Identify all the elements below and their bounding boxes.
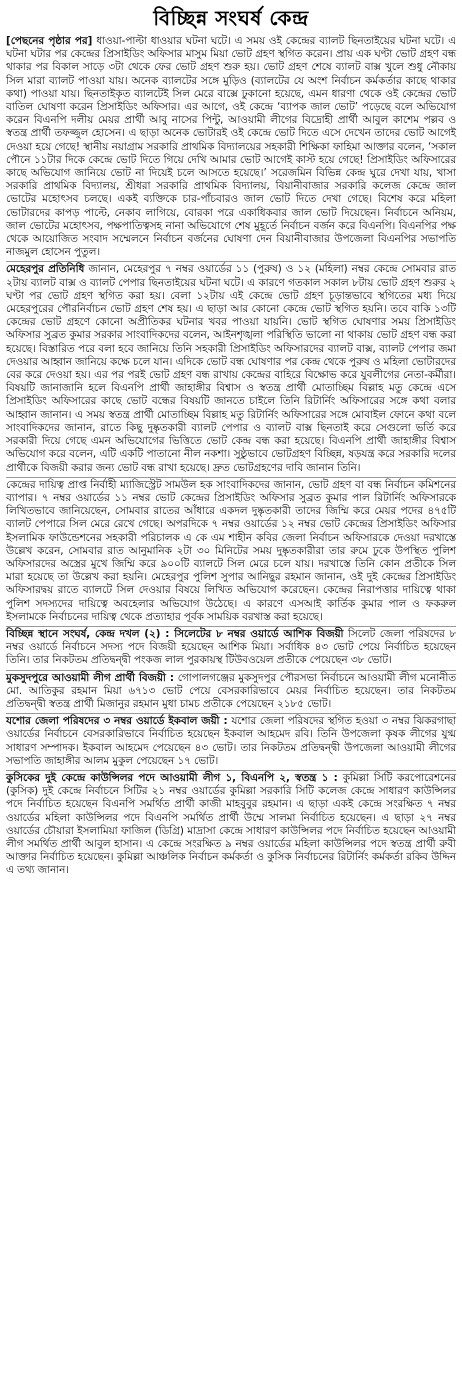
section-body: গোপালগঞ্জের মুকসুদপুর পৌরসভা নির্বাচনে আওয়ামী লীগ মনোনীত মো. আতিকুর রহমান মিয়া ৬৭১৩ ভোট পেয়ে বেসরকারিভাবে মেয়র নির্বাচিত হয়েছেন। তার নিকটতম প্রতিদ্বন্দ্বী স্বতন্ত্র প্রার্থী মিজানুর রহমান মুধা চামচ প্রতীকে পেয়েছেন ২১৮৫ ভোট।	[6, 671, 456, 710]
section-body: জানান, মেহেরপুর ৭ নম্বর ওয়ার্ডের ১১ (পুরুষ) ও ১২ (মহিলা) নম্বর কেন্দ্রে সোমবার রাত ২টায় ব্যালট বাক্স ও ব্যালট পেপার ছিনতাইয়ের ঘটনা ঘটে। এ কারণে গতকাল সকাল ৮টায় ভোট গ্রহণ শুরুর ২ ঘণ্টা পর ভোট গ্রহণ স্থগিত করা হয়। বেলা ১২টায় এই কেন্দ্রে ভোট গ্রহণ চূড়ান্তভাবে স্থগিতের মধ্য দিয়ে মেহেরপুরের পৌরনির্বাচন ভোট গ্রহণ শেষ হয়। এ ছাড়া আর কোনো কেন্দ্রে ভোট স্থগিত হয়নি। তবে বাকি ১৩টি কেন্দ্রের ভোট গ্রহণে কোনো অপ্রীতিকর ঘটনার খবর পাওয়া যায়নি। ভোট স্থগিত ঘোষণার সময় প্রিসাইডিং অফিসার সুব্রত কুমার সরকার সাংবাদিকদের বলেন, আইনশৃঙ্খলা পরিস্থিতি ভালো না থাকায় ভোট গ্রহণ বন্ধ করা হয়েছে। বিস্তারিত পরে বলা হবে জানিয়ে তিনি সহকারী প্রিসাইডিং অফিসারদের ব্যালট বাক্স, ব্যালট পেপার জমা দেওয়ার আহ্বান জানিয়ে কক্ষে চলে যান। এদিকে ভোট বন্ধ ঘোষণার পর কেন্দ্র থেকে পুরুষ ও মহিলা ভোটারদের বের করে দেওয়া হয়। এর পর পরই ভোট গ্রহণ বন্ধ রাখায় কেন্দ্রের বাহিরে বিক্ষোভ করে যুবলীগের নেতা-কর্মীরা। বিষয়টি জানাজানি হলে বিএনপি প্রার্থী জাহাঙ্গীর বিশ্বাস ও স্বতন্ত্র প্রার্থী মোতাচ্ছিম বিল্লাহ মতু কেন্দ্রে এসে প্রিসাইডিং অফিসারের কাছে ভোট বন্ধের বিষয়টি জানতে চাইলে তিনি রিটার্নিং অফিসারের সঙ্গে কথা বলার আহ্বান জানান। এ সময় স্বতন্ত্র প্রার্থী মোতাচ্ছিম বিল্লাহ মতু রিটার্নিং অফিসারের সঙ্গে মোবাইল ফোনে কথা বলে সাংবাদিকদের জানান, রাতে কিছু দুষ্কৃতকারী ব্যালট পেপার ও ব্যালট বাক্স ছিনতাই করে সেগুলো ভর্তি করে সরকারী দিয়ে গেছে এমন অভিযোগের ভিত্তিতে ভোট কেন্দ্র বন্ধ করা হয়েছে। বিএনপি প্রার্থী জাহাঙ্গীর বিশ্বাস অভিযোগ করে বলেন, এটি একটি পাতানো নীল নকশা। সুষ্ঠুভাবে ভোটগ্রহণ বিচ্ছিন্ন, ষড়যন্ত্র করে সরকারি দলের প্রার্থীকে বিজয়ী করার জন্য ভোট বন্ধ রাখা হয়েছে। দ্রুত ভোটগ্রহণের দাবি জানান তিনি।	[6, 263, 456, 474]
article-headline: বিচ্ছিন্ন সংঘর্ষ কেন্দ্র	[153, 6, 309, 30]
section-lead: মেহেরপুর প্রতিনিধি	[6, 263, 85, 276]
section-body: কুমিল্লা সিটি করপোরেশনের (কুসিক) দুই কেন্দ্রে নির্বাচনে সিটির ২১ নম্বর ওয়ার্ডের কুমিল্লা সরকারি সিটি কলেজ কেন্দ্রে সাধারণ কাউন্সিলর পদে নির্বাচিত হয়েছেন বিএনপি সমর্থিত প্রার্থী কাজী মাহবুবুর রহমান। এ ছাড়া একই কেন্দ্রে সংরক্ষিত ৭ নম্বর ওয়ার্ডের মহিলা কাউন্সিলর পদে বিএনপি সমর্থিত প্রার্থী উম্মে সালমা নির্বাচিত হয়েছেন। এ ছাড়া ২৭ নম্বর ওয়ার্ডের চৌয়ারা ইসলামিয়া ফাজিল (ডিগ্রি) মাদ্রাসা কেন্দ্রে সাধারণ কাউন্সিলর পদে নির্বাচিত হয়েছেন আওয়ামী লীগ সমর্থিত প্রার্থী আবুল হাসান। এ কেন্দ্রে সংরক্ষিত ৯ নম্বর ওয়ার্ডের মহিলা কাউন্সিলর পদে স্বতন্ত্র প্রার্থী রুবী আক্তার নির্বাচিত হয়েছেন। কুমিল্লা আঞ্চলিক নির্বাচন কর্মকর্তা ও কুসিক নির্বাচনের রিটার্নিং কর্মকর্তা রকিব উদ্দিন এ তথ্য জানান।	[6, 771, 457, 877]
article-section-sylhet	[6, 626, 456, 670]
section-lead: কুসিকের দুই কেন্দ্রে কাউন্সিলর পদে আওয়ামী লীগ ১, বিএনপি ২, স্বতন্ত্র ১ :	[6, 771, 338, 784]
article-section-jessore	[6, 713, 456, 770]
continuation-marker: [পেছনের পৃষ্ঠার পর]	[6, 35, 93, 47]
article-section-kusik	[6, 770, 456, 880]
section-lead: মুকসুদপুরে আওয়ামী লীগ প্রার্থী বিজয়ী :	[6, 671, 174, 684]
article-section-muksudpur	[6, 670, 456, 714]
article-section-meherpur	[6, 261, 456, 476]
section-lead: বিচ্ছিন্ন স্থানে সংঘর্ষ, কেন্দ্র দখল (২) : সিলেটের ৮ নম্বর ওয়ার্ডে আশিক বিজয়ী	[6, 627, 344, 640]
article-section-intro	[6, 34, 456, 261]
section-body: কেন্দ্রের দায়িত্ব প্রাপ্ত নির্বাহী ম্যাজিস্ট্রেট সামউল হক সাংবাদিকদের জানান, ভোট গ্রহণ বা বন্ধ নির্বাচন কমিশনের ব্যাপার। ৭ নম্বর ওয়ার্ডের ১১ নম্বর ভোট কেন্দ্রের প্রিসাইডিং অফিসার সুব্রত কুমার পাল রিটার্নিং অফিসারকে লিখিতভাবে জানিয়েছেন, সোমবার রাতের আঁধারে একদল দুষ্কৃতকারী তাদের জিম্মি করে মেয়র পদের ৪৭৫টি ব্যালট পেপারে সিল মেরে রেখে গেছে। অপরদিকে ৭ নম্বর ওয়ার্ডের ১২ নম্বর ভোট কেন্দ্রের প্রিসাইডিং অফিসার ইসলামিক ফাউন্ডেশনের সহকারী পরিচালক এ কে এম শাহীন কবির জেলা নির্বাচন অফিসারকে দেওয়া দরখাস্তে উল্লেখ করেন, সোমবার রাত আনুমানিক ২টা ৩০ মিনিটের সময় দুষ্কৃতকারীরা তার রুমে ঢুকে উপস্থিত পুলিশ অফিসারদের অস্ত্রের মুখে জিম্মি করে ৯০০টি ব্যালটে সিল মেরে চলে যায়। দরখাস্তে তিনি কোন প্রতীকে সিল মারা হয়েছে তা উল্লেখ করা হয়নি। মেহেরপুর পুলিশ সুপার আনিছুর রহমান জানান, ওই দুই কেন্দ্রের প্রিসাইডিং অফিসারদ্বয় রাতে ব্যালটে সিল দেওয়ার বিষয়ে লিখিত অভিযোগ করেছেন। কেন্দ্রের নিরাপত্তার দায়িত্বে থাকা পুলিশ সদস্যদের দায়িত্বে অবহেলার অভিযোগ উঠেছে। এ কারণে এসআই কার্তিক কুমার পাল ও ফকরুল ইসলামকে নির্বাচনের দায়িত্ব থেকে প্রত্যাহার পূর্বক সাময়িক বরখাস্ত করা হয়েছে।	[6, 478, 456, 623]
section-lead: যশোর জেলা পরিষদের ৩ নম্বর ওয়ার্ডে ইকবাল জয়ী :	[6, 715, 228, 728]
section-body: যশোর জেলা পরিষদের স্থগিত হওয়া ৩ নম্বর ঝিকরগাছা ওয়ার্ডের নির্বাচনে বেসরকারিভাবে নির্বাচিত হয়েছেন ইকবাল আহমেদ রবি। তিনি উপজেলা কৃষক লীগের যুগ্ম সাধারণ সম্পাদক। ইকবাল আহমেদ পেয়েছেন ৪৩ ভোট। তার নিকটতম প্রতিদ্বন্দ্বী উপজেলা আওয়ামী লীগের সভাপতি জাহাঙ্গীর আলম মুকুল পেয়েছেন ১৭ ভোট।	[6, 715, 456, 767]
article-section-meherpur-officials	[6, 477, 456, 626]
section-body: সিলেট জেলা পরিষদের ৮ নম্বর ওয়ার্ডে নির্বাচনে সদস্য পদে বিজয়ী হয়েছেন আশিক মিয়া। সর্বাধিক ৪৩ ভোট পেয়ে নির্বাচিত হয়েছেন তিনি। তার নিকটতম প্রতিদ্বন্দ্বী পংকজ লাল পুরকায়স্থ টিউবওয়েল প্রতীকে পেয়েছেন ৩৮ ভোট।	[6, 627, 457, 667]
section-body: ধাওয়া-পাল্টা ধাওয়ার ঘটনা ঘটে। এ সময় ওই কেন্দ্রের ব্যালট ছিনতাইয়ের ঘটনা ঘটে। এ ঘটনা ঘটার পর কেন্দ্রের প্রিসাইডিং অফিসার মাসুম মিয়া ভোট গ্রহণ স্থগিত করেন। প্রায় এক ঘণ্টা ভোট গ্রহণ বন্ধ থাকার পর বিকাল সাড়ে ৩টা থেকে ফের ভোট গ্রহণ শুরু হয়। ভোট গ্রহণ শেষে ব্যালট বাক্স খুলে শুধু নৌকায় সিল মারা ব্যালট পাওয়া যায়। অনেক ব্যালটের সঙ্গে মুড়িও (ব্যালটের যে অংশ নির্বাচন কর্মকর্তার কাছে থাকার কথা) পাওয়া যায়। ছিনতাইকৃত ব্যালটেই সিল মেরে বাক্সে ঢুকানো হয়েছে, এমন ধারণা থেকে ওই কেন্দ্রের ভোট বাতিল ঘোষণা করেন প্রিসাইডিং অফিসার। এর আগে, ওই কেন্দ্রে ‘ব্যাপক জাল ভোট’ পড়েছে বলে অভিযোগ করেন বিএনপি দলীয় মেয়র প্রার্থী আবু নাসের পিন্টু, আওয়ামী লীগের বিদ্রোহী প্রার্থী আবুল কাশেম পল্লব ও স্বতন্ত্র প্রার্থী তফজ্জুল হোসেন। এ ছাড়া অনেক ভোটারই ওই কেন্দ্রে ভোট দিতে এসে দেখেন তাদের ভোট আগেই দেওয়া হয়ে গেছে! স্থানীয় নয়াগ্রাম সরকারি প্রাথমিক বিদ্যালয়ের সহকারী শিক্ষিকা ফাহিমা আক্তার বলেন, ‘সকাল পৌনে ১১টার দিকে কেন্দ্রে ভোট দিতে গিয়ে দেখি আমার ভোট আগেই কাস্ট হয়ে গেছে! প্রিসাইডিং অফিসারের কাছে অভিযোগ জানিয়ে ভোট না দিয়েই চলে আসতে হয়েছে।’ সরেজমিন বিভিন্ন কেন্দ্র ঘুরে দেখা যায়, খাসা সরকারি প্রাথমিক বিদ্যালয়, শ্রীধরা সরকারি প্রাথমিক বিদ্যালয়, বিয়ানীবাজার সরকারি কলেজ কেন্দ্রে জাল ভোটের মহোৎসব চলছে। একই ব্যক্তিকে চার-পাঁচবারও জাল ভোট দিতে দেখা গেছে। বিশেষ করে মহিলা ভোটারদের কাপড় পাল্টে, নেকাব লাগিয়ে, বোরকা পরে একাধিকবার জাল ভোট দিয়েছেন। নির্বাচনে অনিয়ম, জাল ভোটের মহোৎসব, পক্ষপাতিত্বসহ নানা অভিযোগে শেষ মুহূর্তে নির্বাচন বর্জন করে বিএনপি। বিএনপির পক্ষ থেকে আয়োজিত সংবাদ সম্মেলনে নির্বাচন বর্জনের ঘোষণা দেন বিয়ানীবাজার উপজেলা বিএনপির সভাপতি নাজমুল হোসেন পুতুল।	[6, 35, 456, 259]
